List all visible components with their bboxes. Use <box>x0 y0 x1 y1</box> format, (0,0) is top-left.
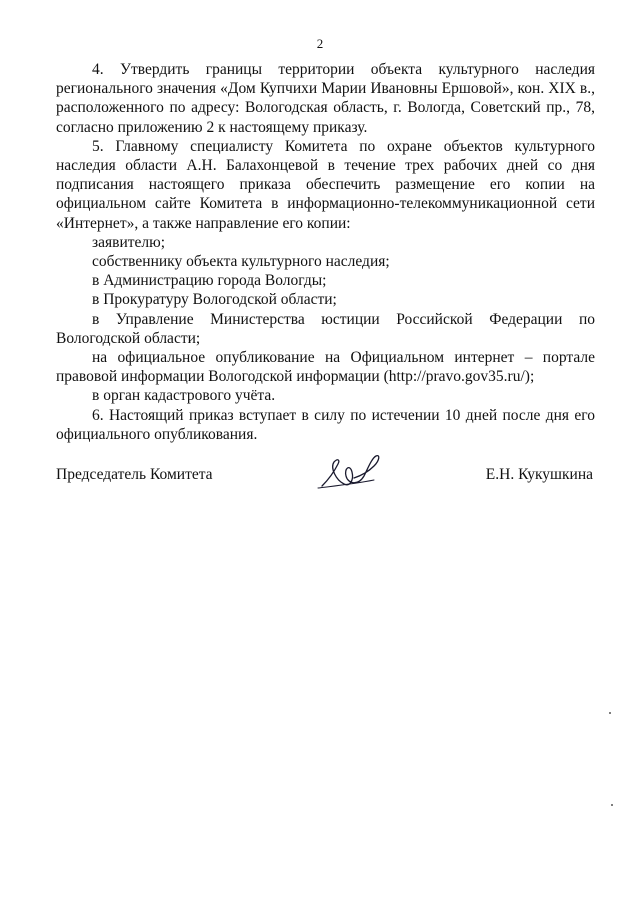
recipient-item: заявителю; <box>92 233 166 251</box>
signer-name: Е.Н. Кукушкина <box>485 466 593 483</box>
signer-title: Председатель Комитета <box>56 466 213 483</box>
recipient-item: в Администрацию города Вологды; <box>92 272 327 290</box>
scan-speck <box>611 804 613 806</box>
paragraph-5: 5. Главному специалисту Комитета по охране объектов культурного наследия области А.Н. Балахонцевой в течение трех рабочих дней со дня подписания настоящего приказа обеспечить размещение его копии на официальном сайте Комитета в информационно-телекоммуникационной сети «Интернет», а также направление его копии: <box>56 137 595 232</box>
scan-speck <box>609 712 611 714</box>
recipient-item: в Управление Министерства юстиции Российской Федерации по Вологодской области; <box>56 310 595 347</box>
recipient-item: в Прокуратуру Вологодской области; <box>92 291 337 309</box>
recipient-item: в орган кадастрового учёта. <box>92 387 276 405</box>
recipient-item: на официальное опубликование на Официальном интернет – портале правовой информации Вологодской информации (http://pravo.gov35.ru/); <box>56 349 595 386</box>
document-body <box>56 60 595 444</box>
signature-block <box>56 464 595 494</box>
page-number: 2 <box>316 36 324 51</box>
handwritten-signature <box>314 450 390 494</box>
paragraph-6: 6. Настоящий приказ вступает в силу по истечении 10 дней после дня его официального опубликования. <box>56 406 595 443</box>
paragraph-4: 4. Утвердить границы территории объекта культурного наследия регионального значения «Дом Купчихи Марии Ивановны Ершовой», кон. XIX в., расположенного по адресу: Вологодская область, г. Вологда, Советский пр., 78, согласно приложению 2 к настоящему приказу. <box>56 61 595 136</box>
recipient-item: собственнику объекта культурного наследия; <box>92 253 390 271</box>
